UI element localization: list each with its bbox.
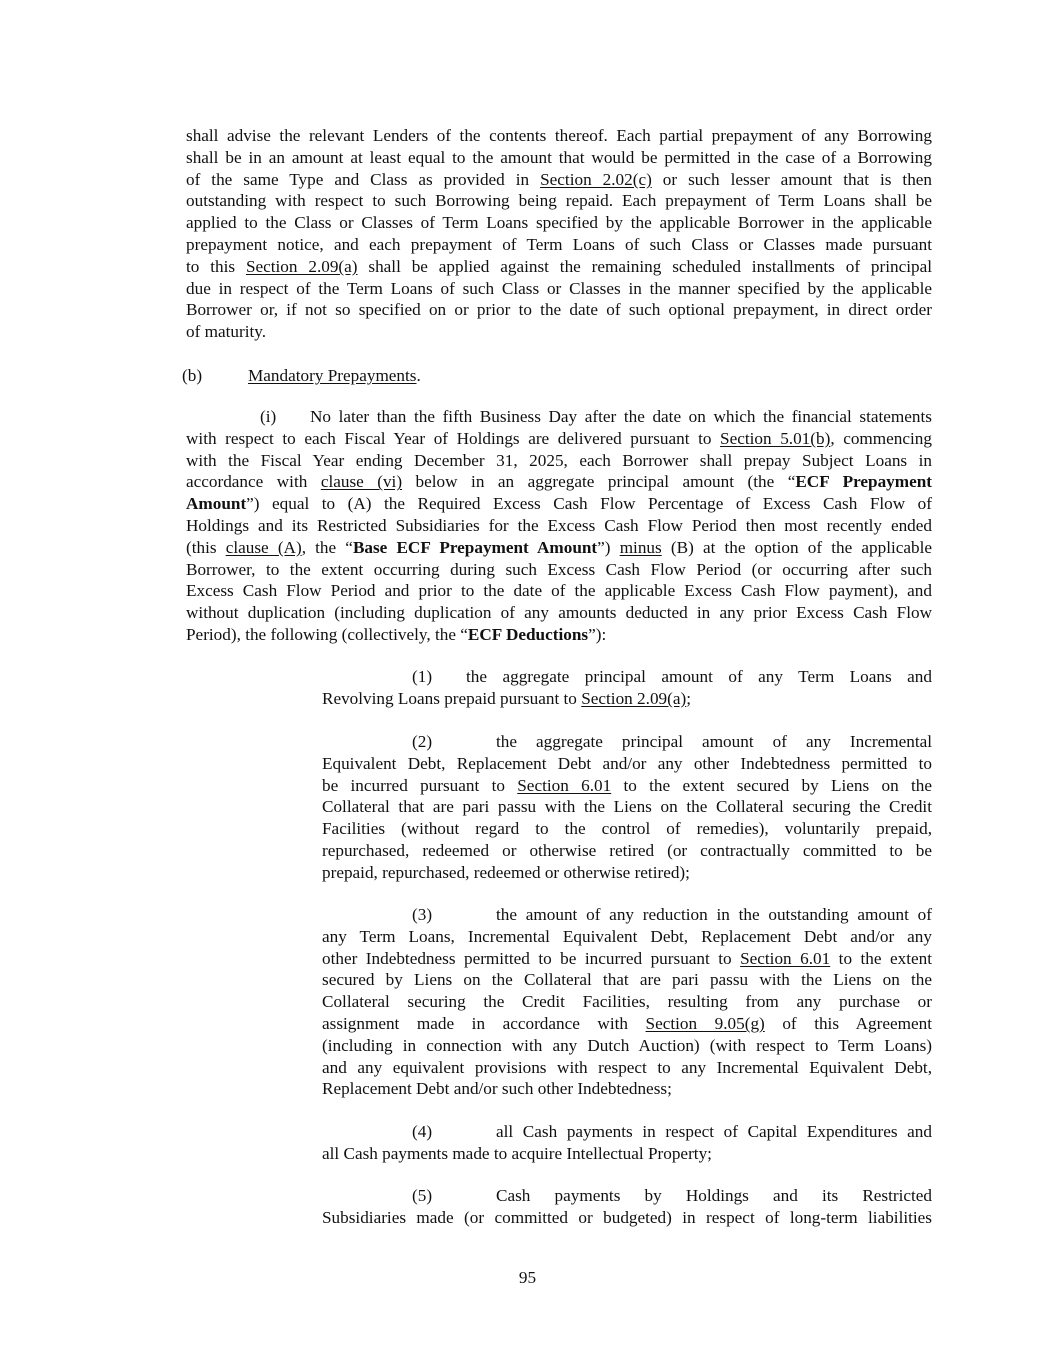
section-reference: Section 6.01 bbox=[740, 948, 831, 968]
paragraph-optional-prepayment-continued bbox=[186, 125, 932, 343]
page-number: 95 bbox=[518, 1268, 537, 1287]
text-line: (this clause (A), the “Base ECF Prepayment Amount”) minus (B) at the option of the applicable bbox=[186, 537, 932, 557]
text-line: assignment made in accordance with Section 9.05(g) of this Agreement bbox=[322, 1013, 932, 1033]
defined-term: ECF Deductions bbox=[467, 624, 589, 644]
text-line: and any equivalent provisions with respect to any Incremental Equivalent Debt, bbox=[322, 1057, 932, 1077]
text-line: (i) No later than the fifth Business Day after the date on which the financial statements bbox=[186, 406, 932, 428]
clause-reference: clause (vi) bbox=[320, 472, 403, 492]
text-line: be incurred pursuant to Section 6.01 to the extent secured by Liens on the bbox=[322, 775, 932, 795]
text-line: Collateral that are pari passu with the Liens on the Collateral securing the Credit bbox=[322, 797, 932, 817]
defined-term: Amount bbox=[186, 494, 247, 514]
text-line: Period), the following (collectively, the “ECF Deductions”): bbox=[186, 624, 607, 644]
text-line: all Cash payments made to acquire Intellectual Property; bbox=[322, 1143, 712, 1163]
text-line: (2) the aggregate principal amount of any Incremental bbox=[322, 731, 932, 753]
text-line: Subsidiaries made (or committed or budgeted) in respect of long-term liabilities bbox=[322, 1207, 932, 1227]
section-reference: Section 9.05(g) bbox=[645, 1013, 765, 1033]
section-reference: Section 5.01(b) bbox=[720, 428, 831, 448]
text-line: prepayment notice, and each prepayment of Term Loans of such Class or Classes made pursuant bbox=[186, 234, 932, 254]
text-line: (including in connection with any Dutch Auction) (with respect to Term Loans) bbox=[322, 1035, 932, 1055]
text-line: Collateral securing the Credit Facilities, resulting from any purchase or bbox=[322, 992, 932, 1012]
section-reference: Section 2.09(a) bbox=[581, 688, 687, 708]
text-line: with respect to each Fiscal Year of Holdings are delivered pursuant to Section 5.01(b), commencing bbox=[186, 428, 932, 448]
text-line: Equivalent Debt, Replacement Debt and/or any other Indebtedness permitted to bbox=[322, 753, 932, 773]
list-item-1 bbox=[322, 666, 932, 710]
list-item-4 bbox=[322, 1121, 932, 1165]
paragraph-clause-i bbox=[186, 406, 932, 646]
text-line: other Indebtedness permitted to be incurred pursuant to Section 6.01 to the extent bbox=[322, 948, 932, 968]
text-line: secured by Liens on the Collateral that are pari passu with the Liens on the bbox=[322, 970, 932, 990]
text-line: (4) all Cash payments in respect of Capital Expenditures and bbox=[322, 1121, 932, 1143]
text-line: Facilities (without regard to the control of remedies), voluntarily prepaid, bbox=[322, 819, 932, 839]
text-line: any Term Loans, Incremental Equivalent Debt, Replacement Debt and/or any bbox=[322, 926, 932, 946]
section-reference: Section 2.09(a) bbox=[245, 256, 358, 276]
clause-number: (i) bbox=[260, 407, 277, 426]
text-line: prepaid, repurchased, redeemed or otherwise retired); bbox=[322, 862, 690, 882]
text-line: without duplication (including duplication of any amounts deducted in any prior Excess Cash Flow bbox=[186, 603, 932, 623]
defined-term: Base ECF Prepayment Amount bbox=[352, 537, 598, 557]
text-line: outstanding with respect to such Borrowing being repaid. Each prepayment of Term Loans shall be bbox=[186, 191, 932, 211]
item-number: (5) bbox=[412, 1186, 433, 1205]
text-line: of maturity. bbox=[186, 322, 267, 342]
section-heading-b: (b) Mandatory Prepayments. bbox=[182, 366, 421, 385]
heading-label: (b) bbox=[182, 366, 203, 385]
text-line: applied to the Class or Classes of Term Loans specified by the applicable Borrower in the applicable bbox=[186, 213, 932, 233]
text-line: (5) Cash payments by Holdings and its Restricted bbox=[322, 1185, 932, 1207]
section-reference: Section 6.01 bbox=[517, 775, 612, 795]
text-line: shall be in an amount at least equal to the amount that would be permitted in the case of a Borrowing bbox=[186, 147, 932, 167]
text-line: of the same Type and Class as provided in Section 2.02(c) or such lesser amount that is then bbox=[186, 169, 933, 189]
text-line: Borrower, to the extent occurring during such Excess Cash Flow Period (or occurring after such bbox=[186, 559, 932, 579]
text-line: (1) the aggregate principal amount of any Term Loans and bbox=[322, 666, 932, 688]
clause-reference: clause (A) bbox=[225, 537, 302, 557]
text-line: due in respect of the Term Loans of such Class or Classes in the manner specified by the applicable bbox=[186, 278, 932, 298]
section-reference: Section 2.02(c) bbox=[540, 169, 652, 189]
list-item-3 bbox=[322, 904, 932, 1100]
item-number: (1) bbox=[412, 667, 433, 686]
text-line: Amount”) equal to (A) the Required Excess Cash Flow Percentage of Excess Cash Flow of bbox=[186, 494, 932, 514]
text-line: Replacement Debt and/or such other Indebtedness; bbox=[322, 1079, 672, 1099]
text-line: shall advise the relevant Lenders of the contents thereof. Each partial prepayment of any Borrowing bbox=[186, 126, 932, 145]
list-item-2 bbox=[322, 731, 932, 884]
defined-term: ECF Prepayment bbox=[795, 472, 932, 492]
text-line: Revolving Loans prepaid pursuant to Section 2.09(a); bbox=[322, 688, 691, 708]
text-line: Excess Cash Flow Period and prior to the date of the applicable Excess Cash Flow payment), and bbox=[186, 581, 932, 601]
underlined-term: minus bbox=[619, 537, 662, 557]
heading-title: Mandatory Prepayments bbox=[248, 366, 417, 385]
item-number: (4) bbox=[412, 1122, 433, 1141]
text-line: (3) the amount of any reduction in the outstanding amount of bbox=[322, 904, 932, 926]
text-line: repurchased, redeemed or otherwise retired (or contractually committed to be bbox=[322, 840, 932, 860]
item-number: (2) bbox=[412, 732, 433, 751]
text-line: accordance with clause (vi) below in an aggregate principal amount (the “ECF Prepayment bbox=[186, 472, 932, 492]
text-line: with the Fiscal Year ending December 31, 2025, each Borrower shall prepay Subject Loans in bbox=[186, 450, 932, 470]
text-line: to this Section 2.09(a) shall be applied against the remaining scheduled installments of principal bbox=[186, 256, 932, 276]
text-line: Holdings and its Restricted Subsidiaries for the Excess Cash Flow Period then most recently ended bbox=[186, 515, 932, 535]
item-number: (3) bbox=[412, 905, 433, 924]
list-item-5 bbox=[322, 1185, 932, 1229]
text-line: Borrower or, if not so specified on or prior to the date of such optional prepayment, in direct order bbox=[186, 300, 932, 320]
